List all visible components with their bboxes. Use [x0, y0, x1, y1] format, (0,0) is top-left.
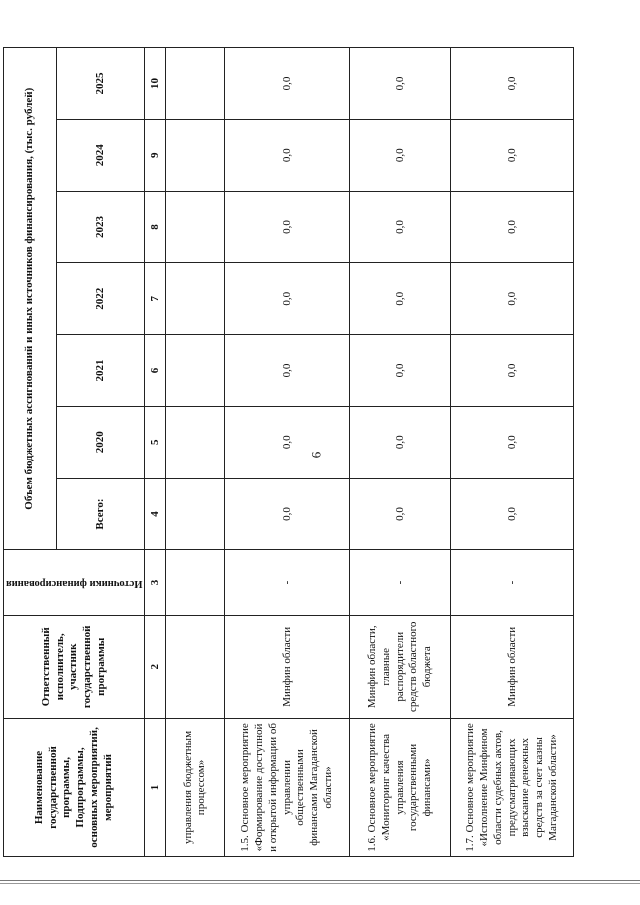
column-number: 3 — [145, 550, 166, 615]
row-executor: Минфин области, главные распорядители средств областного бюджета — [350, 615, 451, 718]
row-value: 0,0 — [350, 263, 451, 335]
row-value: 0,0 — [451, 478, 574, 550]
header-source-label: Источники финансирования — [6, 577, 143, 589]
row-value: 0,0 — [225, 335, 350, 407]
column-number: 2 — [145, 615, 166, 718]
header-year: 2023 — [56, 191, 145, 263]
scan-edge-line — [0, 880, 640, 881]
table-row — [350, 48, 451, 857]
row-value: 0,0 — [350, 335, 451, 407]
row-executor: Минфин области — [451, 615, 574, 718]
header-year: 2025 — [56, 48, 145, 120]
header-year: 2021 — [56, 335, 145, 407]
row-value: 0,0 — [350, 191, 451, 263]
column-number: 7 — [145, 263, 166, 335]
table-row — [166, 48, 225, 857]
row-name: 1.7. Основное мероприятие «Исполнение Минфином области судебных актов, предусматривающих взыскание денежных средств за счет казны Магаданской области» — [451, 718, 574, 856]
row-value — [166, 191, 225, 263]
row-name: управления бюджетным процессом» — [166, 718, 225, 856]
row-value: 0,0 — [350, 119, 451, 191]
row-value: 0,0 — [350, 406, 451, 478]
row-source: - — [350, 550, 451, 615]
row-value — [166, 263, 225, 335]
column-number-row — [145, 48, 166, 857]
row-value — [166, 335, 225, 407]
header-total: Всего: — [56, 478, 145, 550]
row-name: 1.5. Основное мероприятие «Формирование доступной и открытой информации об управлении общественными финансами Магаданской области» — [225, 718, 350, 856]
header-name: Наименование государственной программы, Подпрограммы, основных мероприятий, мероприятий — [4, 718, 145, 856]
row-executor — [166, 615, 225, 718]
row-value: 0,0 — [225, 478, 350, 550]
column-number: 8 — [145, 191, 166, 263]
row-value: 0,0 — [225, 406, 350, 478]
row-value: 0,0 — [451, 191, 574, 263]
row-name: 1.6. Основное мероприятие «Мониторинг качества управления государственными финансами» — [350, 718, 451, 856]
column-number: 4 — [145, 478, 166, 550]
header-funding-group: Объем бюджетных ассигнований и иных источников финансирования, (тыс. рублей) — [4, 48, 57, 550]
header-year: 2020 — [56, 406, 145, 478]
row-value: 0,0 — [225, 119, 350, 191]
budget-table — [3, 47, 574, 857]
row-source: - — [225, 550, 350, 615]
row-value: 0,0 — [350, 48, 451, 120]
column-number: 5 — [145, 406, 166, 478]
table-row — [225, 48, 350, 857]
row-value — [166, 48, 225, 120]
header-source — [4, 550, 145, 615]
row-value: 0,0 — [451, 335, 574, 407]
row-source: - — [451, 550, 574, 615]
row-value: 0,0 — [350, 478, 451, 550]
page-number: 6 — [308, 451, 324, 459]
row-value: 0,0 — [451, 263, 574, 335]
row-value — [166, 406, 225, 478]
header-row-group — [4, 48, 57, 857]
row-value — [166, 478, 225, 550]
row-value: 0,0 — [225, 191, 350, 263]
row-value: 0,0 — [451, 48, 574, 120]
row-value: 0,0 — [225, 263, 350, 335]
row-value — [166, 119, 225, 191]
row-value: 0,0 — [451, 119, 574, 191]
scan-edge-line — [0, 883, 640, 884]
column-number: 9 — [145, 119, 166, 191]
budget-table-rotated — [3, 47, 559, 857]
column-number: 10 — [145, 48, 166, 120]
column-number: 6 — [145, 335, 166, 407]
row-value: 0,0 — [451, 406, 574, 478]
header-year: 2022 — [56, 263, 145, 335]
table-row — [451, 48, 574, 857]
row-executor: Минфин области — [225, 615, 350, 718]
row-source — [166, 550, 225, 615]
row-value: 0,0 — [225, 48, 350, 120]
header-executor: Ответственный исполнитель, участник государственной программы — [4, 615, 145, 718]
column-number: 1 — [145, 718, 166, 856]
header-year: 2024 — [56, 119, 145, 191]
